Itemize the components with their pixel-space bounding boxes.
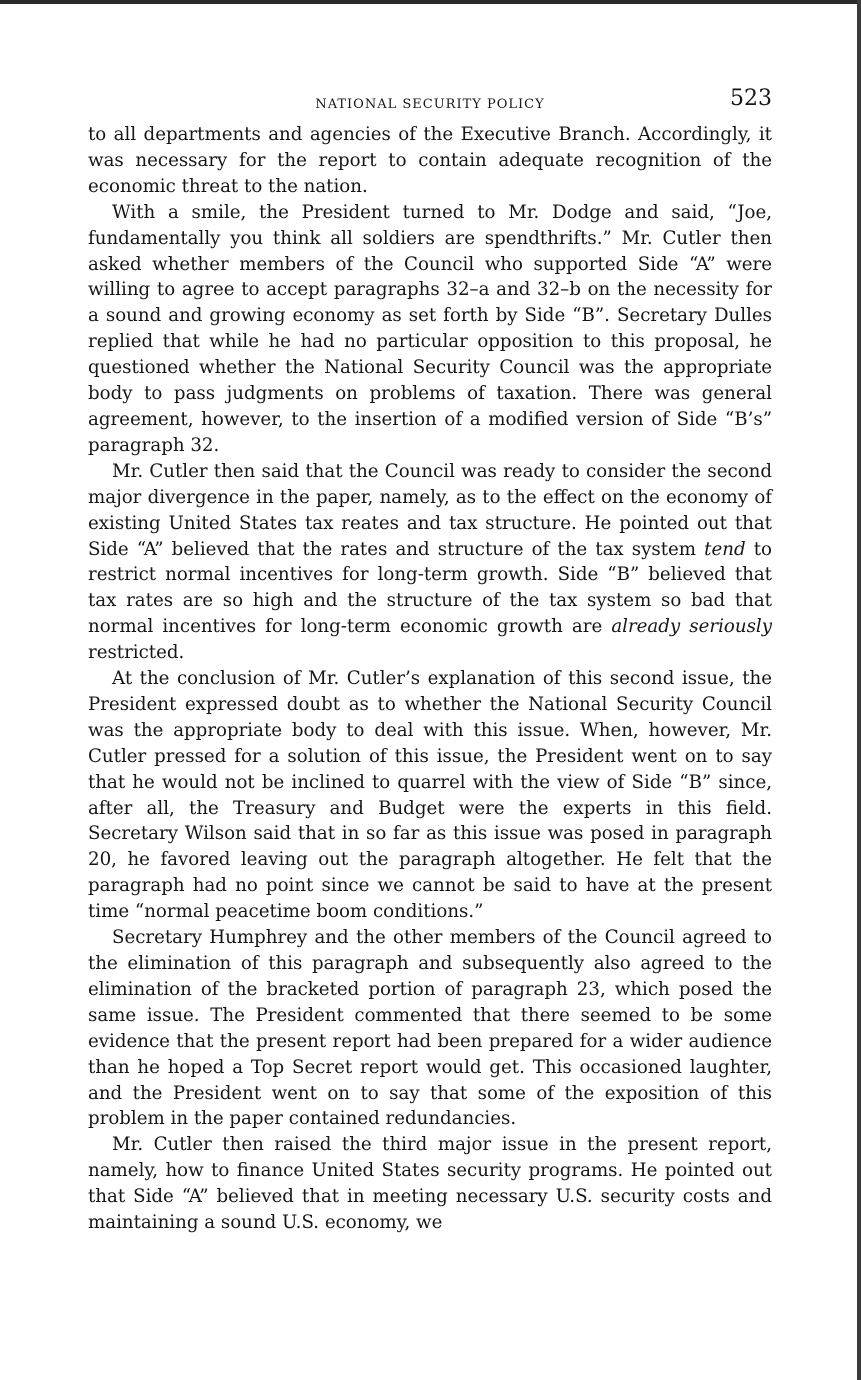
page-number: 523 (730, 86, 772, 111)
paragraph-dodge-spendthrifts: With a smile, the President turned to Mr. Dodge and said, “Joe, fundamentally you think all soldiers are spendthrifts.” Mr. Cutler then asked whether members of the Council who supported Side “A” were willing to agree to accept paragraphs 32–a and 32–b on the necessity for a sound and growing economy as set forth by Side “B”. Secretary Dulles replied that while he had no particular opposition to this proposal, he questioned whether the National Security Council was the appropriate body to pass judgments on problems of taxation. There was general agreement, however, to the insertion of a modified version of Side “B’s” paragraph 32. (88, 201, 772, 456)
tax-emphasis-already-seriously: already seriously (611, 616, 772, 638)
paragraph-third-issue: Mr. Cutler then raised the third major issue in the present report, namely, how to finance United States security programs. He pointed out that Side “A” believed that in meeting necessary U.S. security costs and maintaining a sound U.S. economy, we (88, 1134, 772, 1234)
tax-text-part-2: to restrict normal incentives for long-term growth. Side “B” believed that tax rates are so high and the structure of the tax system so bad that normal incentives for long-term economic growth are (88, 538, 772, 638)
paragraph-continuation: to all departments and agencies of the Executive Branch. Accordingly, it was necessary for the report to contain adequate recognition of the economic threat to the nation. (88, 124, 772, 197)
tax-text-part-1: Mr. Cutler then said that the Council was ready to consider the second major divergence in the paper, namely, as to the effect on the economy of existing United States tax reates and tax structure. He pointed out that Side “A” believed that the rates and structure of the tax system (88, 460, 772, 560)
top-edge-rule (0, 0, 861, 4)
right-edge-rule (857, 0, 861, 1380)
tax-emphasis-tend: tend (704, 538, 746, 560)
tax-text-part-3: restricted. (88, 642, 185, 664)
running-head-title: NATIONAL SECURITY POLICY (315, 97, 545, 112)
paragraph-tax-divergence (88, 459, 772, 666)
paragraph-humphrey-elimination: Secretary Humphrey and the other members of the Council agreed to the elimination of this paragraph and subsequently also agreed to the elimination of the bracketed portion of paragraph 23, which posed the same issue. The President commented that there seemed to be some evidence that the present report had been prepared for a wider audience than he hoped a Top Secret report would get. This occasioned laughter, and the President went on to say that some of the exposition of this problem in the paper contained redundancies. (88, 927, 772, 1130)
running-header (88, 86, 772, 122)
body-text (88, 122, 772, 1236)
paragraph-second-issue: At the conclusion of Mr. Cutler’s explanation of this second issue, the President expressed doubt as to whether the National Security Council was the appropriate body to deal with this issue. When, however, Mr. Cutler pressed for a solution of this issue, the President went on to say that he would not be inclined to quarrel with the view of Side “B” since, after all, the Treasury and Budget were the experts in this field. Secretary Wilson said that in so far as this issue was posed in paragraph 20, he favored leaving out the paragraph altogether. He felt that the paragraph had no point since we cannot be said to have at the present time “normal peacetime boom conditions.” (88, 668, 772, 923)
document-page (88, 86, 772, 1236)
